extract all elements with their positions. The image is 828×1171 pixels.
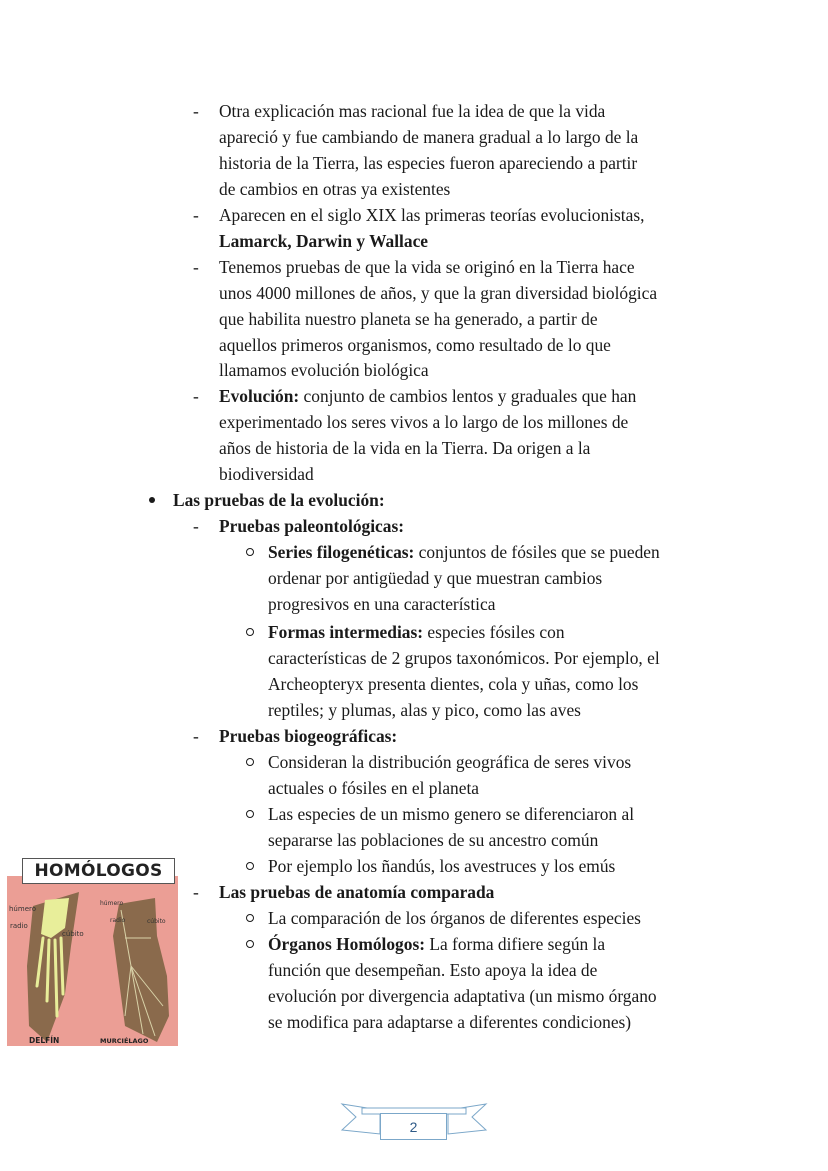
definition-line (219, 386, 636, 406)
text-line: Tenemos pruebas de que la vida se originó en la Tierra hace (219, 257, 635, 277)
text-line: evolución por divergencia adaptativa (un mismo órgano (268, 986, 657, 1006)
text-line: Aparecen en el siglo XIX las primeras teorías evolucionistas, (219, 205, 645, 225)
text-line: Otra explicación mas racional fue la idea de que la vida (219, 101, 606, 121)
dash-bullet: - (193, 386, 199, 406)
text-line: separarse las poblaciones de su ancestro común (268, 830, 599, 850)
section-title: Las pruebas de la evolución: (173, 490, 385, 510)
group-title: Pruebas biogeográficas: (219, 726, 398, 746)
bold-text-line: Lamarck, Darwin y Wallace (219, 231, 429, 251)
dash-bullet: - (193, 101, 199, 121)
text-line: características de 2 grupos taxonómicos. Por ejemplo, el (268, 648, 660, 668)
definition-text: conjuntos de fósiles que se pueden (414, 542, 660, 562)
definition-line (268, 542, 660, 562)
limb-illustration-icon (7, 876, 178, 1046)
dash-bullet: - (193, 257, 199, 277)
circle-bullet-icon (246, 548, 254, 556)
dash-bullet: - (193, 882, 199, 902)
circle-bullet-icon (246, 628, 254, 636)
circle-bullet-icon (246, 862, 254, 870)
text-line: progresivos en una característica (268, 594, 496, 614)
text-line: biodiversidad (219, 464, 314, 484)
term: Órganos Homólogos: (268, 934, 425, 954)
definition-text: especies fósiles con (423, 622, 565, 642)
text-line: La comparación de los órganos de diferentes especies (268, 908, 641, 928)
page-number: 2 (380, 1113, 447, 1140)
text-line: llamamos evolución biológica (219, 360, 429, 380)
dash-bullet: - (193, 516, 199, 536)
circle-bullet-icon (246, 758, 254, 766)
text-line: experimentado los seres vivos a lo largo de los millones de (219, 412, 629, 432)
figure-title: HOMÓLOGOS (22, 858, 175, 884)
circle-bullet-icon (246, 914, 254, 922)
group-title: Pruebas paleontológicas: (219, 516, 405, 536)
text-line: actuales o fósiles en el planeta (268, 778, 480, 798)
text-line: años de historia de la vida en la Tierra. Da origen a la (219, 438, 591, 458)
definition-text: conjunto de cambios lentos y graduales que han (299, 386, 637, 406)
text-line: apareció y fue cambiando de manera gradual a lo largo de la (219, 127, 639, 147)
text-line: que habilita nuestro planeta se ha generado, a partir de (219, 309, 598, 329)
label-radius-bat: radio (110, 917, 126, 924)
definition-line (268, 622, 565, 642)
text-line: se modifica para adaptarse a diferentes condiciones) (268, 1012, 632, 1032)
label-ulna-dolphin: cúbito (62, 930, 84, 938)
homologous-organs-figure (7, 858, 178, 1046)
text-line: Por ejemplo los ñandús, los avestruces y los emús (268, 856, 616, 876)
definition-text: La forma difiere según la (425, 934, 606, 954)
text-line: reptiles; y plumas, alas y pico, como las aves (268, 700, 581, 720)
text-line: historia de la Tierra, las especies fueron apareciendo a partir (219, 153, 638, 173)
text-line: función que desempeñan. Esto apoya la idea de (268, 960, 598, 980)
dash-bullet: - (193, 205, 199, 225)
term: Formas intermedias: (268, 622, 424, 642)
caption-bat: MURCIÉLAGO (100, 1037, 149, 1045)
dash-bullet: - (193, 726, 199, 746)
definition-line (268, 934, 605, 954)
caption-dolphin: DELFÍN (29, 1036, 60, 1045)
text-line: Las especies de un mismo genero se diferenciaron al (268, 804, 635, 824)
text-line: ordenar por antigüedad y que muestran cambios (268, 568, 603, 588)
term: Series filogenéticas: (268, 542, 415, 562)
group-title: Las pruebas de anatomía comparada (219, 882, 495, 902)
label-ulna-bat: cúbito (147, 918, 166, 925)
text-line: Consideran la distribución geográfica de seres vivos (268, 752, 632, 772)
label-humerus-bat: húmero (100, 900, 124, 907)
term: Evolución: (219, 386, 300, 406)
page-number-ribbon (340, 1100, 488, 1145)
label-radius-dolphin: radio (10, 922, 28, 930)
text-line: Archeopteryx presenta dientes, cola y uñas, como los (268, 674, 639, 694)
label-humerus-dolphin: húmero (9, 905, 37, 913)
text-line: aquellos primeros organismos, como resultado de lo que (219, 335, 611, 355)
text-line: unos 4000 millones de años, y que la gran diversidad biológica (219, 283, 658, 303)
circle-bullet-icon (246, 810, 254, 818)
bullet-dot-icon (149, 497, 155, 503)
circle-bullet-icon (246, 940, 254, 948)
text-line: de cambios en otras ya existentes (219, 179, 451, 199)
